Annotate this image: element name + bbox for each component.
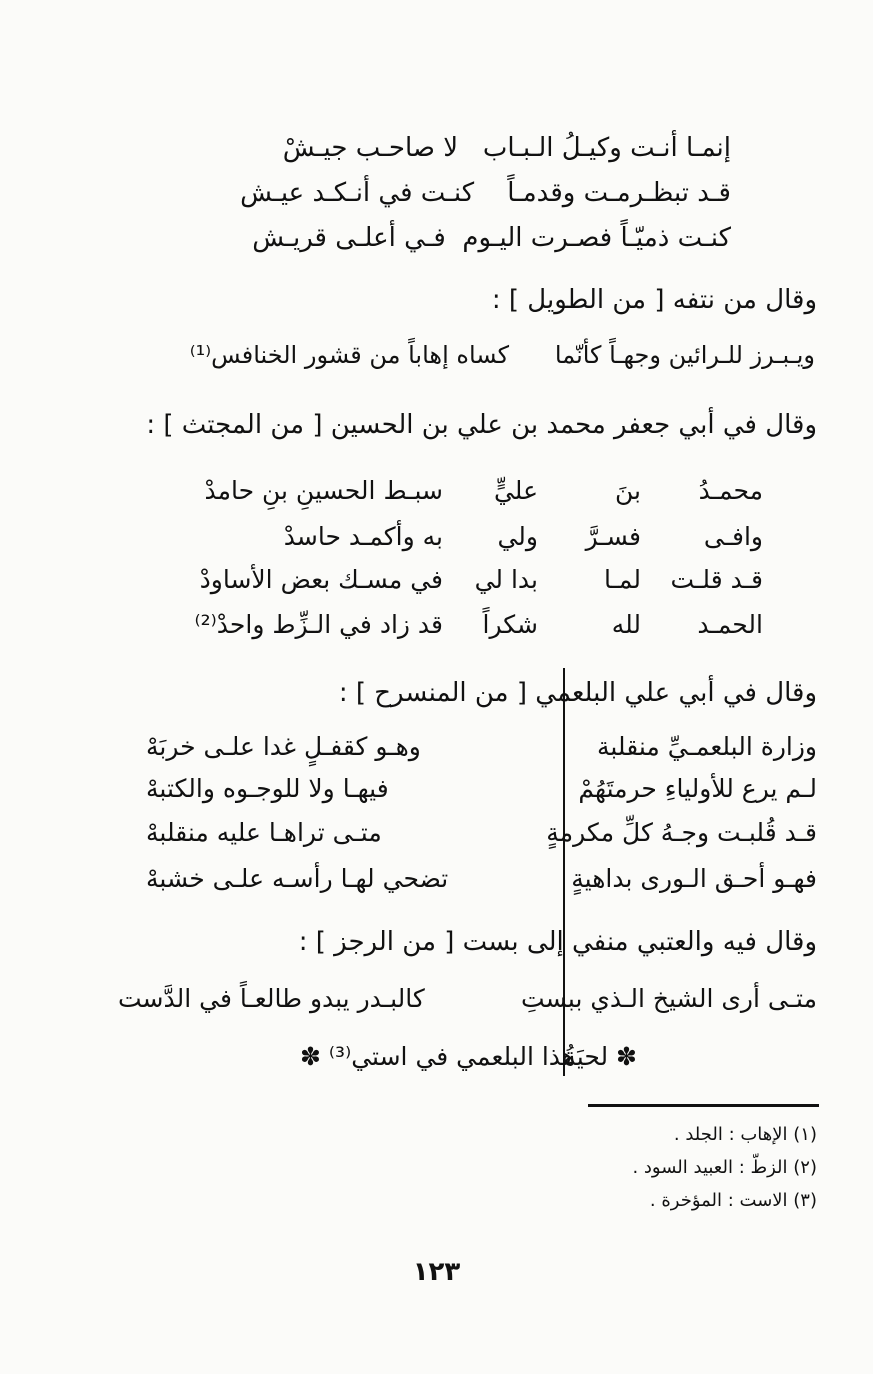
poem3-l3-c: بدا لي	[474, 565, 538, 594]
poem4-l4-left: تضحي لهـا رأسـه علـى خشبهْ	[146, 864, 449, 893]
poem1-line2: قـد تبظـرمـت وقدمـاً كنـت في أنـكـد عيـش	[240, 178, 731, 208]
poem3-l1-c: عليٍّ	[493, 476, 538, 505]
poem4-l2-left: فيهـا ولا للوجـوه والكتبهْ	[146, 774, 389, 803]
footnote-rule	[588, 1104, 819, 1107]
footnote-2: (٢) الزطّ : العبيد السود .	[632, 1157, 817, 1178]
poem3-l4-d: قد زاد في الـزِّط واحدْ⁽²⁾	[194, 610, 443, 639]
poem2-line1: ويـبـرز للـرائين وجهـاً كأنّما كساه إهاباً من قشور الخنافس⁽¹⁾	[189, 341, 815, 369]
poem5-l1-right: متـى أرى الشيخ الـذي ببستِ	[521, 984, 817, 1013]
poem4-l2-right: لـم يرع للأولياءِ حرمتَهُمْ	[578, 774, 817, 803]
poem4-l1-right: وزارة البلعمـيِّ منقلبة	[596, 732, 817, 761]
heading-munsarih: وقال في أبي علي البلعمي [ من المنسرح ] :	[338, 678, 817, 708]
poem3-l2-d: به وأكمـد حاسدْ	[283, 522, 443, 551]
poem1-line3: كنـت ذميّـاً فصـرت اليـوم فـي أعلـى قريـش	[252, 223, 731, 253]
poem5-l2-right: ✽ لحيَةُ	[563, 1042, 637, 1071]
poem3-l3-a: قـد قلـت	[670, 565, 763, 594]
heading-rajaz: وقال فيه والعتبي منفي إلى بست [ من الرجز ] :	[298, 927, 817, 957]
poem5-l1-left: كالبـدر يبدو طالعـاً في الدَّست	[118, 984, 425, 1013]
poem3-l1-a: محمـدُ	[698, 476, 763, 505]
page-number: ١٢٣	[412, 1257, 461, 1287]
poem3-l4-c: شكراً	[482, 610, 538, 639]
footnote-3: (٣) الاست : المؤخرة .	[649, 1190, 817, 1211]
poem3-l2-c: ولي	[497, 522, 538, 551]
poem3-l1-b: بنَ	[615, 476, 641, 505]
heading-mujtath: وقال في أبي جعفر محمد بن علي بن الحسين [ من المجتث ] :	[146, 410, 817, 440]
poem4-l3-right: قـد قُلبـت وجـهُ كلِّ مكرمةٍ	[546, 818, 817, 847]
poem3-l3-b: لمـا	[603, 565, 641, 594]
poem5-l2-left: هذا البلعمي في استي⁽³⁾ ✽	[300, 1042, 576, 1071]
poem3-l2-a: وافـى	[703, 522, 763, 551]
poem4-l3-left: متـى تراهـا عليه منقلبهْ	[146, 818, 382, 847]
footnote-1: (١) الإهاب : الجلد .	[673, 1124, 817, 1145]
poem4-l4-right: فهـو أحـق الـورى بداهيةٍ	[571, 864, 817, 893]
poem3-l4-b: لله	[611, 610, 641, 639]
poem3-l4-a: الحمـد	[697, 610, 763, 639]
poem4-l1-left: وهـو كقفـلٍ غدا علـى خربَهْ	[146, 732, 421, 761]
poem3-l3-d: في مسـك بعض الأساودْ	[199, 565, 443, 594]
poem3-l1-d: سبـط الحسينِ بنِ حامدْ	[204, 476, 443, 505]
poem1-line1: إنمـا أنـت وكيـلُ الـبـاب لا صاحـب جيـشْ	[282, 133, 731, 163]
heading-tawil: وقال من نتفه [ من الطويل ] :	[491, 285, 817, 315]
poem3-l2-b: فسـرَّ	[585, 522, 641, 551]
